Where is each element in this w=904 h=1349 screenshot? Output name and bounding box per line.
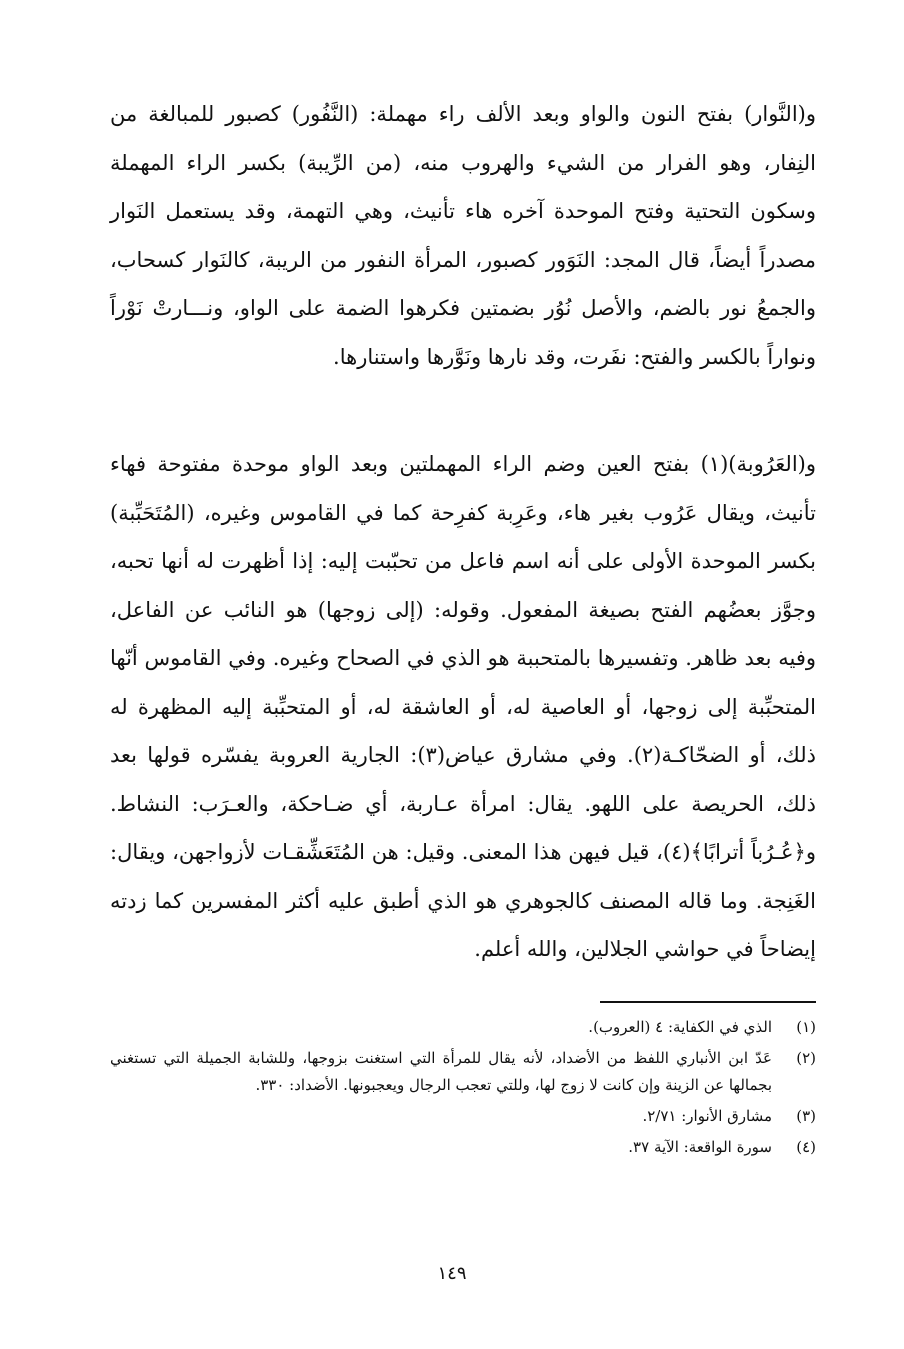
footnote-text: مشارق الأنوار: ٢/٧١. xyxy=(642,1107,772,1125)
footnote-number: (٢) xyxy=(796,1049,816,1067)
footnote-number: (١) xyxy=(796,1018,816,1036)
footnote-item xyxy=(110,1103,816,1130)
footnote-number: (٣) xyxy=(796,1107,816,1125)
footnote-text: سورة الواقعة: الآية ٣٧. xyxy=(628,1138,772,1156)
footnote-item xyxy=(110,1045,816,1099)
footnote-number: (٤) xyxy=(796,1138,816,1156)
paragraph-annawar xyxy=(110,90,816,381)
paragraph-alaruba xyxy=(110,440,816,974)
page-number: ١٤٩ xyxy=(437,1263,467,1284)
footnotes xyxy=(110,1014,816,1165)
footnote-item xyxy=(110,1134,816,1161)
paragraph-text: و(العَرُوبة)(١) بفتح العين وضم الراء المهملتين وبعد الواو موحدة مفتوحة فهاء تأنيث، ويقال عَرُوب بغير هاء، وعَرِبة كفرِحة كما في القاموس وغيره، (المُتَحَبِّبة) بكسر الموحدة الأولى على أنه اسم فاعل من تحبّبت إليه: إذا أظهرت له أنها تحبه، وجوَّز بعضُهم الفتح بصيغة المفعول. وقوله: (إلى زوجها) هو النائب عن الفاعل، وفيه بعد ظاهر. وتفسيرها بالمتحببة هو الذي في الصحاح وغيره. وفي القاموس أنّها المتحبِّبة إلى زوجها، أو العاصية له، أو العاشقة له، أو المتحبِّبة إليه المظهرة له ذلك، أو الضحّاكـة(٢). وفي مشارق عياض(٣): الجارية العروبة يفسّره قولها بعد ذلك، الحريصة على اللهو. يقال: امرأة عـاربة، أي ضـاحكة، والعـرَب: النشاط. و﴿عُـرُباً أترابًا﴾(٤)، قيل فيهن هذا المعنى. وقيل: هن المُتَعَشِّقـات لأزواجهن، ويقال: الغَنِجة. وما قاله المصنف كالجوهري هو الذي أطبق عليه أكثر المفسرين كما زدته إيضاحاً في حواشي الجلالين، والله أعلم. xyxy=(110,452,816,961)
footnote-text: عَدّ ابن الأنباري اللفظ من الأضداد، لأنه يقال للمرأة التي استغنت بزوجها، وللشابة الجميلة التي تستغني بجمالها عن الزينة وإن كانت لا زوج لها، وللتي تعجب الرجال ويعجبونها. الأضداد: ٣٣٠. xyxy=(110,1049,772,1094)
footnote-item xyxy=(110,1014,816,1041)
footnote-text: الذي في الكفاية: ٤ (العروب). xyxy=(588,1018,772,1036)
paragraph-text: و(النَّوار) بفتح النون والواو وبعد الألف راء مهملة: (النَّفُور) كصبور للمبالغة من النِفار، وهو الفرار من الشيء والهروب منه، (من الرِّيبة) بكسر الراء المهملة وسكون التحتية وفتح الموحدة آخره هاء تأنيث، وهي التهمة، وقد يستعمل النَوار مصدراً أيضاً، قال المجد: النَوَور كصبور، المرأة النفور من الريبة، كالنَوار كسحاب، والجمعُ نور بالضم، والأصل نُوُر بضمتين فكرهوا الضمة على الواو، ونـــارتْ نَوْراً ونواراً بالكسر والفتح: نفَرت، وقد نارها ونَوَّرها واستنارها. xyxy=(110,102,817,369)
footnote-separator xyxy=(600,1001,816,1003)
